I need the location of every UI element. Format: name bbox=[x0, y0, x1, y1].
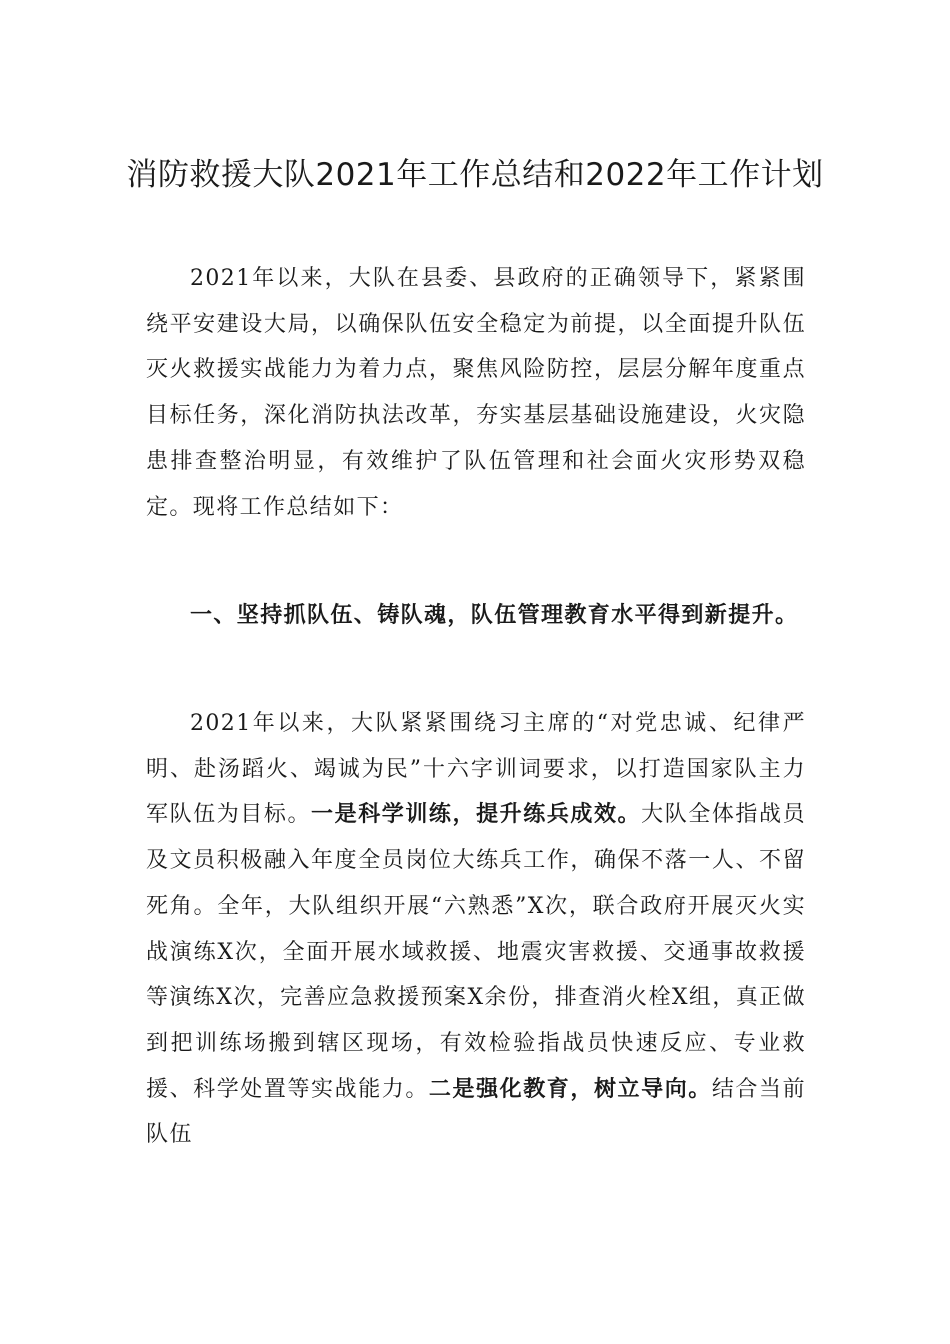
paragraph-text: 2021年以来，大队紧紧围绕习主席的“对党忠诚、纪律严明、赴汤蹈火、竭诚为民”十六字训词要求，以打造国家队主力军队伍为目标。 bbox=[146, 711, 806, 828]
paragraph-text: 大队全体指战员及文员积极融入年度全员岗位大练兵工作，确保不落一人、不留死角。全年，大队组织开展“六熟悉”X次，联合政府开展灭火实战演练X次，全面开展水域救援、地震灾害救援、交通事故救援等演练X次，完善应急救援预案X余份，排查消火栓X组，真正做到把训练场搬到辖区现场，有效检验指战员快速反应、专业救援、科学处置等实战能力。 bbox=[146, 802, 806, 1102]
bold-lead-2: 二是强化教育，树立导向。 bbox=[428, 1075, 712, 1102]
section-paragraph-1 bbox=[146, 701, 806, 1158]
section-heading-1: 一、坚持抓队伍、铸队魂，队伍管理教育水平得到新提升。 bbox=[190, 602, 799, 628]
document-title: 消防救援大队2021年工作总结和2022年工作计划 bbox=[126, 157, 824, 193]
paragraph-text: 结合当前队伍 bbox=[146, 1076, 806, 1148]
intro-paragraph: 2021年以来，大队在县委、县政府的正确领导下，紧紧围绕平安建设大局，以确保队伍安全稳定为前提，以全面提升队伍灭火救援实战能力为着力点，聚焦风险防控，层层分解年度重点目标任务，深化消防执法改革，夯实基层基础设施建设，火灾隐患排查整治明显，有效维护了队伍管理和社会面火灾形势双稳定。现将工作总结如下： bbox=[146, 266, 806, 520]
bold-lead-1: 一是科学训练，提升练兵成效。 bbox=[311, 801, 642, 828]
